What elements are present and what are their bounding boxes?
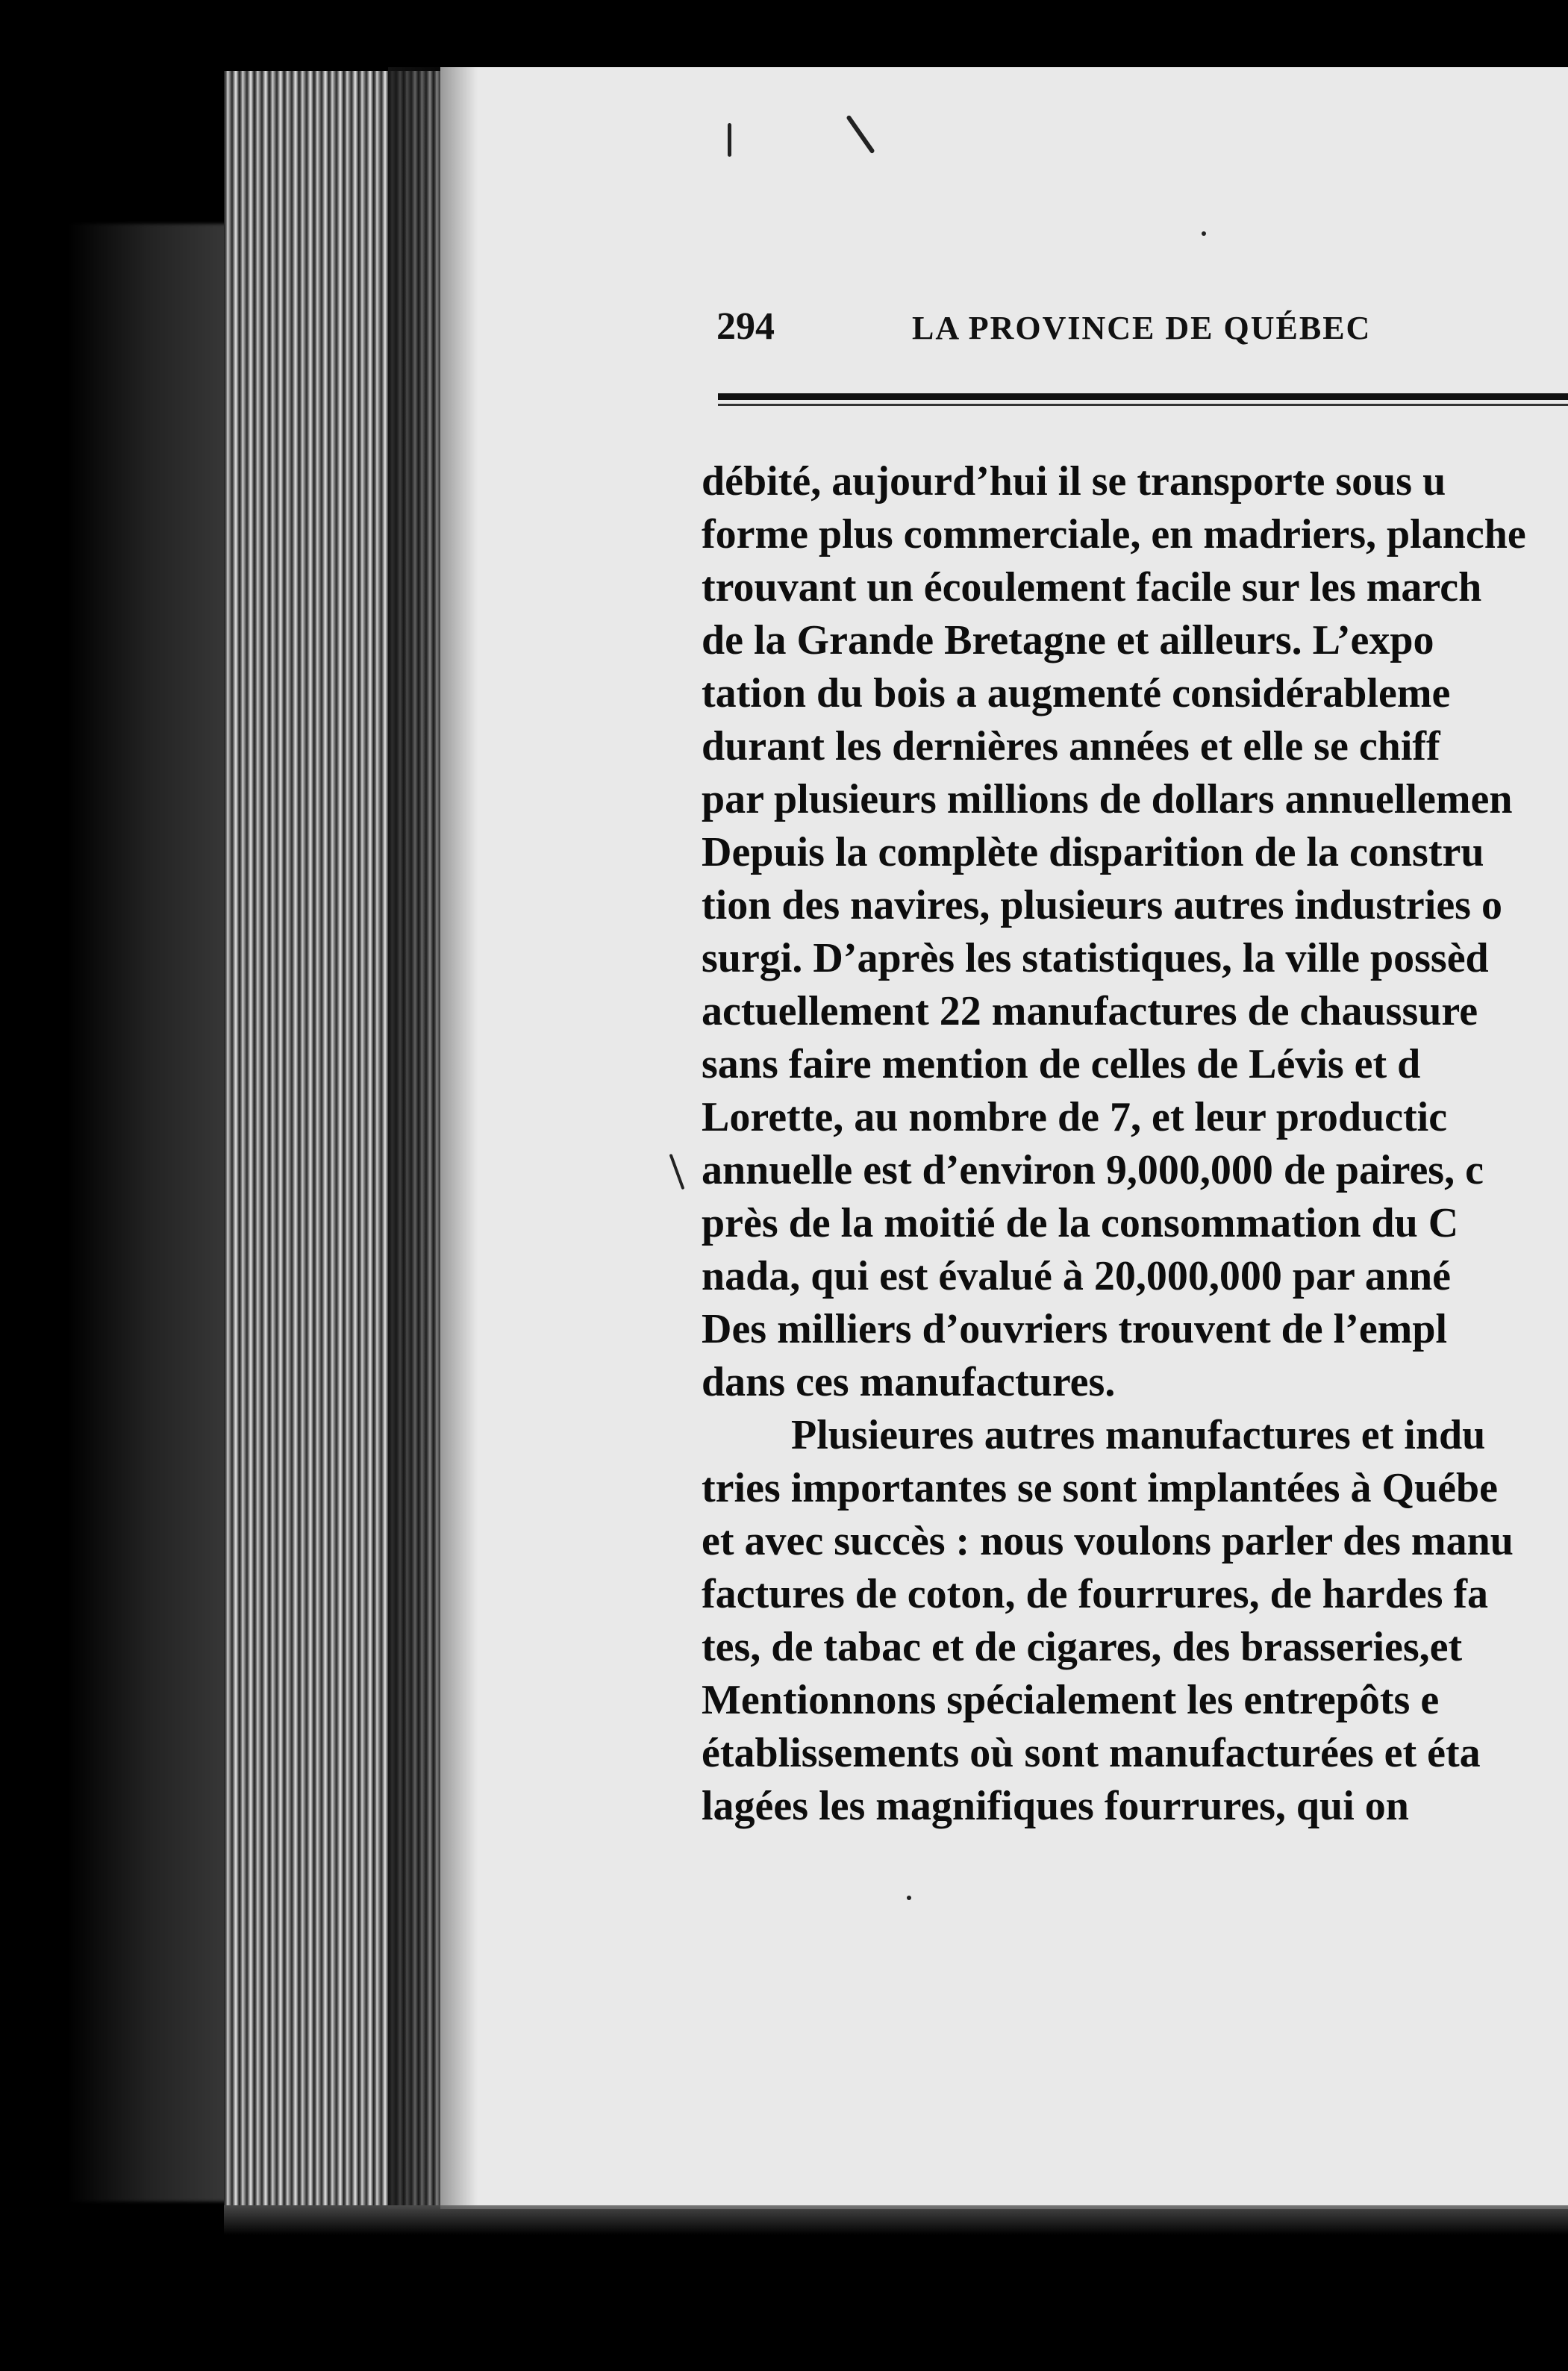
text-line: établissements où sont manufacturées et éta	[702, 1730, 1481, 1776]
text-line: actuellement 22 manufactures de chaussure	[702, 988, 1478, 1034]
text-line: Lorette, au nombre de 7, et leur productic	[702, 1094, 1448, 1140]
text-line: dans ces manufactures.	[702, 1359, 1116, 1405]
text-line: sans faire mention de celles de Lévis et d	[702, 1041, 1421, 1087]
page-edges-shadow	[67, 224, 246, 2202]
text-line: près de la moitié de la consommation du C	[702, 1200, 1459, 1246]
text-line: Mentionnons spécialement les entrepôts e	[702, 1677, 1440, 1723]
text-line: factures de coton, de fourrures, de hardes fa	[702, 1571, 1489, 1617]
body-text	[702, 455, 1568, 1873]
text-line: de la Grande Bretagne et ailleurs. L’expo	[702, 617, 1434, 663]
text-line-paragraph-start: Plusieures autres manufactures et indu	[791, 1412, 1486, 1458]
dust-speck	[728, 123, 731, 157]
header-rule-thin	[718, 404, 1568, 406]
text-line: débité, aujourd’hui il se transporte sous u	[702, 458, 1446, 504]
text-line: Depuis la complète disparition de la constru	[702, 829, 1484, 875]
running-title: LA PROVINCE DE QUÉBEC	[912, 310, 1372, 346]
header-rule	[718, 393, 1568, 400]
text-line: nada, qui est évalué à 20,000,000 par anné	[702, 1253, 1451, 1299]
page-bottom-edge	[224, 2205, 1568, 2235]
text-line: par plusieurs millions de dollars annuellemen	[702, 776, 1513, 822]
text-line: tries importantes se sont implantées à Québe	[702, 1465, 1499, 1511]
text-line: tion des navires, plusieurs autres industries o	[702, 882, 1502, 928]
text-line: Des milliers d’ouvriers trouvent de l’empl	[702, 1306, 1448, 1352]
text-line: annuelle est d’environ 9,000,000 de paires, c	[702, 1147, 1484, 1193]
text-line: surgi. D’après les statistiques, la ville possèd	[702, 935, 1489, 981]
dust-speck	[907, 1896, 911, 1900]
text-line: et avec succès : nous voulons parler des manu	[702, 1518, 1514, 1564]
text-line: durant les dernières années et elle se chiff	[702, 723, 1440, 769]
text-line: trouvant un écoulement facile sur les march	[702, 564, 1482, 610]
text-line: forme plus commerciale, en madriers, planche	[702, 511, 1526, 557]
text-line: tes, de tabac et de cigares, des brasseries,et	[702, 1624, 1463, 1670]
dust-speck	[1202, 231, 1206, 236]
running-head	[716, 304, 1568, 357]
gutter-shadow	[388, 67, 478, 2209]
page-number: 294	[716, 305, 775, 348]
text-line: tation du bois a augmenté considérableme	[702, 670, 1451, 716]
text-line: lagées les magnifiques fourrures, qui on	[702, 1783, 1409, 1829]
